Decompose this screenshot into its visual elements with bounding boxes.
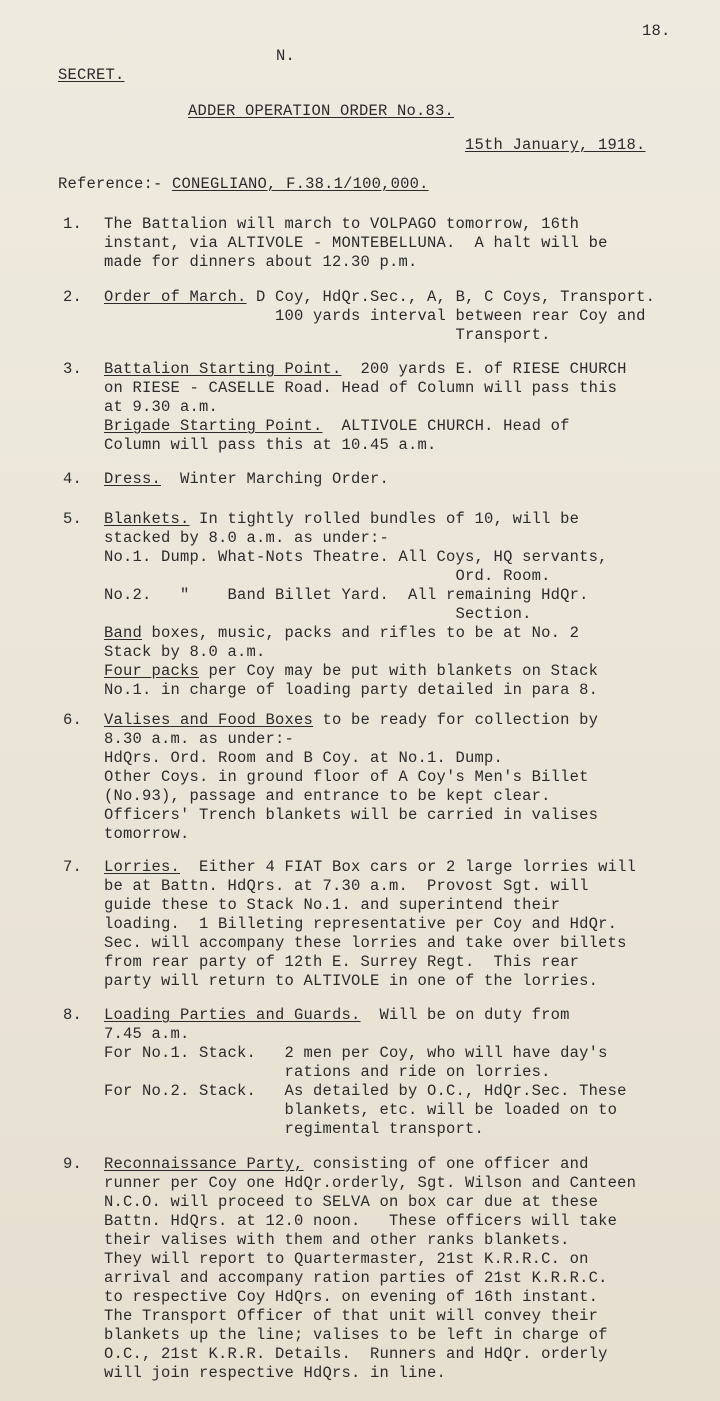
- reference-label: Reference:-: [58, 175, 163, 193]
- para-8-line: Loading Parties and Guards. Will be on duty from: [104, 1006, 570, 1024]
- para-7-line: loading. 1 Billeting representative per Coy and HdQr.: [104, 915, 618, 933]
- para-8-line: For No.2. Stack. As detailed by O.C., HdQr.Sec. These: [104, 1082, 627, 1100]
- para-5-line: No.1. Dump. What-Nots Theatre. All Coys, HQ servants,: [104, 548, 608, 566]
- classification: SECRET.: [58, 66, 125, 84]
- para-5-line: Section.: [104, 605, 532, 623]
- para-9-line: blankets up the line; valises to be left in charge of: [104, 1326, 608, 1344]
- para-4: [104, 470, 389, 489]
- para-5-line: Ord. Room.: [104, 567, 551, 585]
- document-date: 15th January, 1918.: [465, 136, 646, 154]
- para-5-number: 5.: [63, 510, 83, 528]
- para-1-line: made for dinners about 12.30 p.m.: [104, 253, 418, 271]
- para-7: [104, 858, 636, 991]
- para-2-line: Transport.: [104, 326, 551, 344]
- para-9-line: their valises with them and other ranks blankets.: [104, 1231, 570, 1249]
- para-5-band-boxes: Band: [104, 624, 143, 642]
- para-9-line: Reconnaissance Party, consisting of one officer and: [104, 1155, 589, 1173]
- para-3-line: Brigade Starting Point. ALTIVOLE CHURCH. Head of: [104, 417, 570, 435]
- para-3-heading: Battalion Starting Point.: [104, 360, 342, 378]
- para-7-line: guide these to Stack No.1. and superintend their: [104, 896, 561, 914]
- para-8-line: 7.45 a.m.: [104, 1025, 190, 1043]
- para-6-line: (No.93), passage and entrance to be kept clear.: [104, 787, 551, 805]
- para-2-number: 2.: [63, 288, 83, 306]
- para-1-line: instant, via ALTIVOLE - MONTEBELLUNA. A halt will be: [104, 234, 608, 252]
- para-9-line: The Transport Officer of that unit will convey their: [104, 1307, 599, 1325]
- para-5-line: Stack by 8.0 a.m.: [104, 643, 266, 661]
- para-2-line: Order of March. D Coy, HdQr.Sec., A, B, C Coys, Transport.: [104, 288, 656, 306]
- para-7-line: be at Battn. HdQrs. at 7.30 a.m. Provost Sgt. will: [104, 877, 589, 895]
- para-8-number: 8.: [63, 1006, 83, 1024]
- para-6-line: Officers' Trench blankets will be carried in valises: [104, 806, 599, 824]
- para-6-line: tomorrow.: [104, 825, 190, 843]
- para-8-line: blankets, etc. will be loaded on to: [104, 1101, 618, 1119]
- para-3-line: on RIESE - CASELLE Road. Head of Column will pass this: [104, 379, 618, 397]
- para-6-line: Other Coys. in ground floor of A Coy's Men's Billet: [104, 768, 589, 786]
- para-5-four-packs: Four packs: [104, 662, 200, 680]
- para-5-line: stacked by 8.0 a.m. as under:-: [104, 529, 390, 547]
- para-5-line: Band boxes, music, packs and rifles to be at No. 2: [104, 624, 580, 642]
- para-9-line: arrival and accompany ration parties of 21st K.R.R.C.: [104, 1269, 608, 1287]
- para-8-line: regimental transport.: [104, 1120, 485, 1138]
- para-5: [104, 510, 608, 700]
- para-7-heading: Lorries.: [104, 858, 181, 876]
- para-3-line: at 9.30 a.m.: [104, 398, 219, 416]
- para-8-line: rations and ride on lorries.: [104, 1063, 551, 1081]
- para-5-line: No.2. " Band Billet Yard. All remaining HdQr.: [104, 586, 589, 604]
- para-6-number: 6.: [63, 711, 83, 729]
- reference-line: [58, 175, 429, 194]
- reference-value: CONEGLIANO, F.38.1/100,000.: [172, 175, 429, 193]
- para-3-line: Battalion Starting Point. 200 yards E. of RIESE CHURCH: [104, 360, 627, 378]
- para-6-heading: Valises and Food Boxes: [104, 711, 314, 729]
- document-title: ADDER OPERATION ORDER No.83.: [188, 102, 455, 120]
- para-1-number: 1.: [63, 215, 83, 233]
- para-4-line: Dress. Winter Marching Order.: [104, 470, 390, 488]
- para-9-line: will join respective HdQrs. in line.: [104, 1364, 447, 1382]
- para-6-line: 8.30 a.m. as under:-: [104, 730, 295, 748]
- para-1: [104, 215, 608, 272]
- para-7-line: party will return to ALTIVOLE in one of the lorries.: [104, 972, 599, 990]
- para-5-line: Blankets. In tightly rolled bundles of 10, will be: [104, 510, 580, 528]
- para-2-heading: Order of March.: [104, 288, 247, 306]
- page-number: 18.: [642, 22, 671, 40]
- para-2: [104, 288, 655, 345]
- marker-letter: N.: [276, 47, 296, 65]
- para-8-line: For No.1. Stack. 2 men per Coy, who will have day's: [104, 1044, 608, 1062]
- para-3-number: 3.: [63, 360, 83, 378]
- para-6-line: Valises and Food Boxes to be ready for collection by: [104, 711, 599, 729]
- para-9-line: N.C.O. will proceed to SELVA on box car due at these: [104, 1193, 599, 1211]
- para-7-line: Sec. will accompany these lorries and take over billets: [104, 934, 627, 952]
- para-8: [104, 1006, 627, 1139]
- para-9-line: They will report to Quartermaster, 21st K.R.R.C. on: [104, 1250, 589, 1268]
- para-9-line: runner per Coy one HdQr.orderly, Sgt. Wilson and Canteen: [104, 1174, 637, 1192]
- para-1-line: The Battalion will march to VOLPAGO tomorrow, 16th: [104, 215, 580, 233]
- para-9-line: O.C., 21st K.R.R. Details. Runners and HdQr. orderly: [104, 1345, 608, 1363]
- para-5-heading: Blankets.: [104, 510, 190, 528]
- para-6-line: HdQrs. Ord. Room and B Coy. at No.1. Dump.: [104, 749, 504, 767]
- para-3-line: Column will pass this at 10.45 a.m.: [104, 436, 437, 454]
- para-5-line: Four packs per Coy may be put with blankets on Stack: [104, 662, 599, 680]
- para-6: [104, 711, 598, 844]
- para-9-number: 9.: [63, 1155, 83, 1173]
- para-9: [104, 1155, 636, 1383]
- para-8-heading: Loading Parties and Guards.: [104, 1006, 361, 1024]
- para-5-line: No.1. in charge of loading party detailed in para 8.: [104, 681, 599, 699]
- para-7-line: Lorries. Either 4 FIAT Box cars or 2 large lorries will: [104, 858, 637, 876]
- para-2-line: 100 yards interval between rear Coy and: [104, 307, 646, 325]
- para-4-number: 4.: [63, 470, 83, 488]
- para-7-number: 7.: [63, 858, 83, 876]
- para-3-subheading: Brigade Starting Point.: [104, 417, 323, 435]
- para-7-line: from rear party of 12th E. Surrey Regt. This rear: [104, 953, 580, 971]
- para-3: [104, 360, 627, 455]
- para-4-heading: Dress.: [104, 470, 162, 488]
- para-9-line: to respective Coy HdQrs. on evening of 16th instant.: [104, 1288, 599, 1306]
- para-9-heading: Reconnaissance Party,: [104, 1155, 304, 1173]
- para-9-line: Battn. HdQrs. at 12.0 noon. These officers will take: [104, 1212, 618, 1230]
